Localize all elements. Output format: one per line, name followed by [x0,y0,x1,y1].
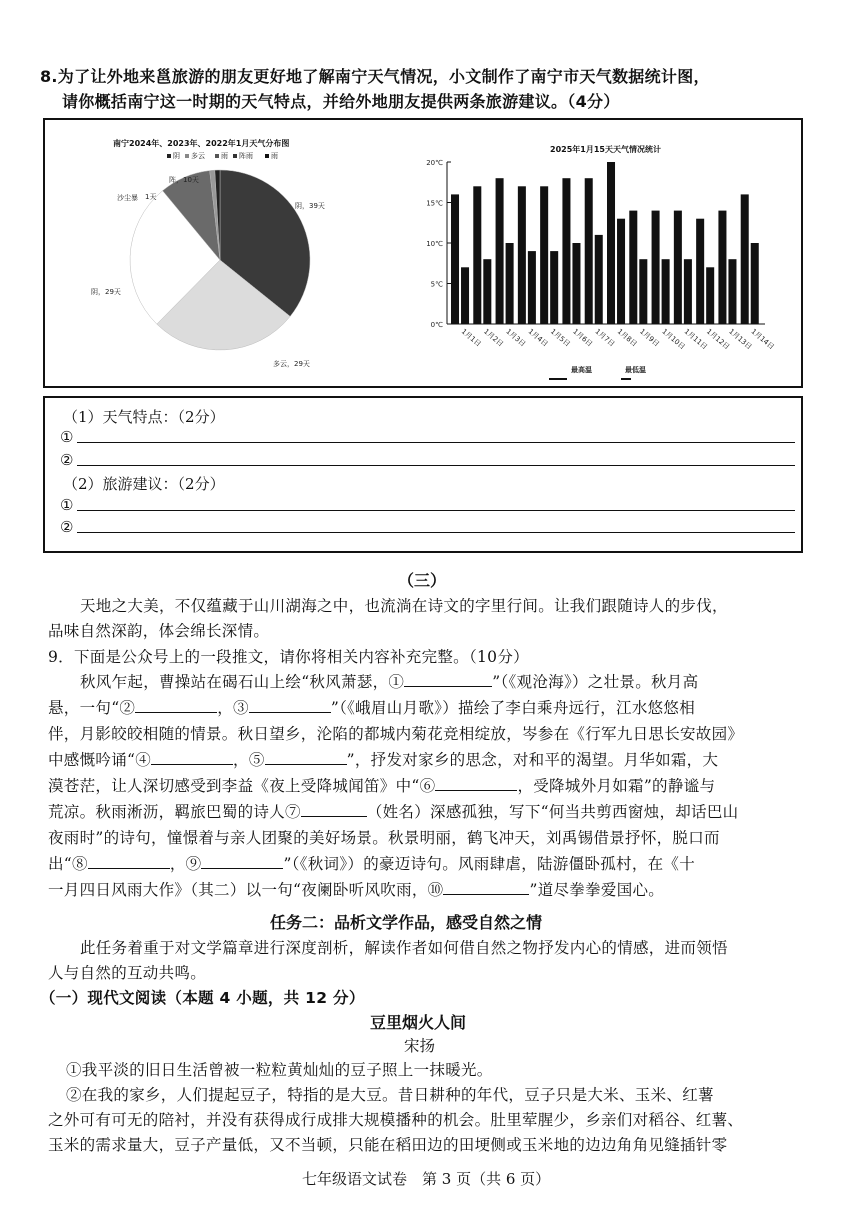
bar-max-13 [741,194,749,324]
bar-min-10 [684,259,692,324]
q9-line6 [48,800,788,824]
q9-l9a: 一月四日风雨大作》（其二）以一句“夜阑卧听风吹雨，⑩ [48,881,444,899]
bar-max-12 [718,211,726,324]
q9-blank-6[interactable] [435,774,517,791]
pie-legend [167,151,278,160]
q9-blank-7[interactable] [301,800,367,817]
bar-xtick-13: 1月14日 [749,327,776,352]
article-p2-line2: 之外可有可无的陪衬，并没有获得成行成排大规模播种的机会。肚里荤腥少，乡亲们对稻谷、红薯、 [48,1111,744,1129]
q9-line5 [48,774,788,798]
legend-label-5: 雨 [271,152,278,160]
bar-ytick-3: 15℃ [426,199,443,208]
answer-p1-line1[interactable] [77,442,795,443]
q9-l2c: ”（《峨眉山月歌》）描绘了李白乘舟远行，江水悠悠相 [330,699,696,717]
q9-l1a: 秋风乍起，曹操站在碣石山上绘“秋风萧瑟，① [80,673,405,691]
bar-min-0 [461,267,469,324]
q9-l8a: 出“⑧ [48,855,88,873]
bar-xtick-4: 1月5日 [548,327,572,349]
bar-min-3 [528,251,536,324]
q9-blank-3[interactable] [249,696,331,713]
bar-xtick-0: 1月1日 [459,327,483,349]
q9-line9 [48,878,788,902]
bar-min-7 [617,219,625,324]
bar-max-11 [696,219,704,324]
q9-blank-10[interactable] [443,878,529,895]
bar-xtick-8: 1月9日 [638,327,661,349]
q9-line2 [48,696,788,720]
pie-label-cloudy: 多云，29天 [273,360,310,368]
q9-l5b: ，受降城外月如霜”的静谧与 [517,777,716,795]
article-title: 豆里烟火人间 [370,1013,467,1032]
charts-svg [45,120,801,386]
weather-chart-box [43,118,803,388]
section3-intro1: 天地之大美，不仅蕴藏于山川湖海之中，也流淌在诗文的字里行间。让我们跟随诗人的步伐， [80,597,728,615]
q9-line8 [48,852,788,876]
q9-blank-5[interactable] [265,748,347,765]
pie-label-yin39: 阴，39天 [295,202,325,210]
legend-label-3: 雨 [221,152,228,160]
answer-p2-line2[interactable] [77,532,795,533]
bar-max-4 [540,186,548,324]
bar-legend [549,365,647,380]
legend-swatch-1 [167,154,171,158]
q9-line7: 夜雨时”的诗句，憧憬着与亲人团聚的美好场景。秋景明丽，鹤飞冲天，刘禹锡借景抒怀，脱口而 [48,829,720,847]
legend-swatch-5 [265,154,269,158]
legend-line-max [549,378,567,380]
legend-min-label: 最低温 [625,366,646,374]
q9-line4 [48,748,788,772]
bar-min-4 [550,251,558,324]
article-p2-line1: ②在我的家乡，人们提起豆子，特指的是大豆。昔日耕种的年代，豆子只是大米、玉米、红薯 [66,1086,714,1104]
q9-title: 9．下面是公众号上的一段推文，请你将相关内容补充完整。（10分） [48,648,529,666]
legend-label-4: 阵雨 [239,152,253,160]
article-p2-line3: 玉米的需求量大，豆子产量低，又不当顿，只能在稻田边的田埂侧或玉米地的边边角角见缝插针零 [48,1136,728,1154]
bar-ytick-1: 5℃ [430,280,443,289]
pie-chart [130,170,310,350]
bar-min-12 [728,259,736,324]
pie-label-yin29: 阴，29天 [91,288,121,296]
legend-max-label: 最高温 [571,366,592,374]
section3-intro2: 品味自然深韵，体会绵长深情。 [48,622,270,640]
bar-max-3 [518,186,526,324]
page-footer: 七年级语文试卷 第 3 页（共 6 页） [302,1170,551,1188]
answer-p1-label: （1）天气特点：（2分） [63,408,225,426]
bar-xtick-1: 1月2日 [482,327,505,349]
pie-label-shower: 阵，10天 [169,176,199,184]
q9-blank-4[interactable] [151,748,233,765]
bar-max-0 [451,194,459,324]
bar-ytick-4: 20℃ [426,159,443,167]
q9-blank-9[interactable] [201,852,283,869]
answer-p2-n1: ① [60,496,74,514]
bar-min-1 [483,259,491,324]
answer-p2-line1[interactable] [77,510,795,511]
bar-max-10 [674,211,682,324]
bar-xtick-6: 1月7日 [593,327,617,349]
bar-min-8 [639,259,647,324]
bar-max-7 [607,162,615,324]
q9-l4c: ”，抒发对家乡的思念，对和平的渴望。月华如霜，大 [346,751,719,769]
answer-p2-label: （2）旅游建议：（2分） [63,475,225,493]
q9-blank-8[interactable] [88,852,170,869]
bar-xtick-10: 1月11日 [682,327,709,352]
q9-l2a: 悬，一句“② [48,699,136,717]
bar-xtick-7: 1月8日 [615,327,639,349]
task2-intro2: 人与自然的互动共鸣。 [48,964,207,982]
answer-p1-n2: ② [60,451,74,469]
section3-heading: （三） [398,571,447,590]
q9-l6a: 荒凉。秋雨淅沥，羁旅巴蜀的诗人⑦ [48,803,301,821]
q9-l6b: （姓名）深感孤独，写下“何当共剪西窗烛，却话巴山 [366,803,739,821]
q9-l8c: ”（《秋词》）的豪迈诗句。风雨肆虐，陆游僵卧孤村，在《十 [283,855,696,873]
pie-title: 南宁2024年、2023年、2022年1月天气分布图 [113,139,290,148]
legend-swatch-2 [185,154,189,158]
q8-line1: 8.为了让外地来邕旅游的朋友更好地了解南宁天气情况，小文制作了南宁市天气数据统计图， [40,67,710,86]
bar-ytick-2: 10℃ [426,240,443,248]
bar-xtick-12: 1月13日 [727,327,754,352]
task2-subheading: （一）现代文阅读（本题 4 小题，共 12 分） [40,989,365,1007]
answer-p1-n1: ① [60,428,74,446]
bar-title: 2025年1月15天天气情况统计 [550,145,661,154]
q9-blank-1[interactable] [404,670,492,687]
q9-blank-2[interactable] [135,696,217,713]
legend-swatch-3 [215,154,219,158]
bar-min-2 [506,243,514,324]
q9-line1 [80,670,820,694]
task2-heading: 任务二：品析文学作品，感受自然之情 [270,913,543,932]
bar-max-8 [629,211,637,324]
answer-box [43,396,803,553]
pie-label-sandstorm: 沙尘暴 [117,194,138,202]
bar-max-9 [652,211,660,324]
q9-l1b: ”（《观沧海》）之壮景。秋月高 [492,673,699,691]
bar-chart [451,162,776,351]
bar-max-6 [585,178,593,324]
q9-l2b: ，③ [217,699,249,717]
article-p1: ①我平淡的旧日生活曾被一粒粒黄灿灿的豆子照上一抹暖光。 [66,1061,493,1079]
bar-min-6 [595,235,603,324]
legend-label-1: 阴 [173,152,180,160]
bar-min-9 [662,259,670,324]
q9-l9b: ”道尽拳拳爱国心。 [529,881,665,899]
q8-line2: 请你概括南宁这一时期的天气特点，并给外地朋友提供两条旅游建议。（4分） [62,92,620,111]
legend-line-min [621,378,631,380]
bar-max-1 [473,186,481,324]
q9-l4b: ，⑤ [233,751,265,769]
bar-xtick-5: 1月6日 [571,327,594,349]
bar-min-5 [572,243,580,324]
q9-l4a: 中感慨吟诵“④ [48,751,152,769]
legend-label-2: 多云 [191,152,205,160]
q9-line3: 伴，月影皎皎相随的情景。秋日望乡，沦陷的都城内菊花竞相绽放，岑参在《行军九日思长安故园》 [48,725,744,743]
answer-p2-n2: ② [60,518,74,536]
bar-xtick-11: 1月12日 [704,327,731,352]
bar-min-11 [706,267,714,324]
article-author: 宋扬 [404,1037,436,1055]
bar-xtick-3: 1月4日 [526,327,550,349]
q9-l5a: 漠苍茫，让人深切感受到李益《夜上受降城闻笛》中“⑥ [48,777,436,795]
legend-swatch-4 [233,154,237,158]
task2-intro1: 此任务着重于对文学篇章进行深度剖析，解读作者如何借自然之物抒发内心的情感，进而领悟 [80,939,728,957]
bar-xtick-2: 1月3日 [504,327,528,349]
pie-label-rain: 1天 [145,193,157,201]
q9-l8b: ，⑨ [169,855,202,873]
bar-xtick-9: 1月10日 [660,327,687,352]
answer-p1-line2[interactable] [77,465,795,466]
bar-ytick-0: 0℃ [430,321,443,329]
bar-max-2 [496,178,504,324]
bar-min-13 [751,243,759,324]
bar-max-5 [562,178,570,324]
